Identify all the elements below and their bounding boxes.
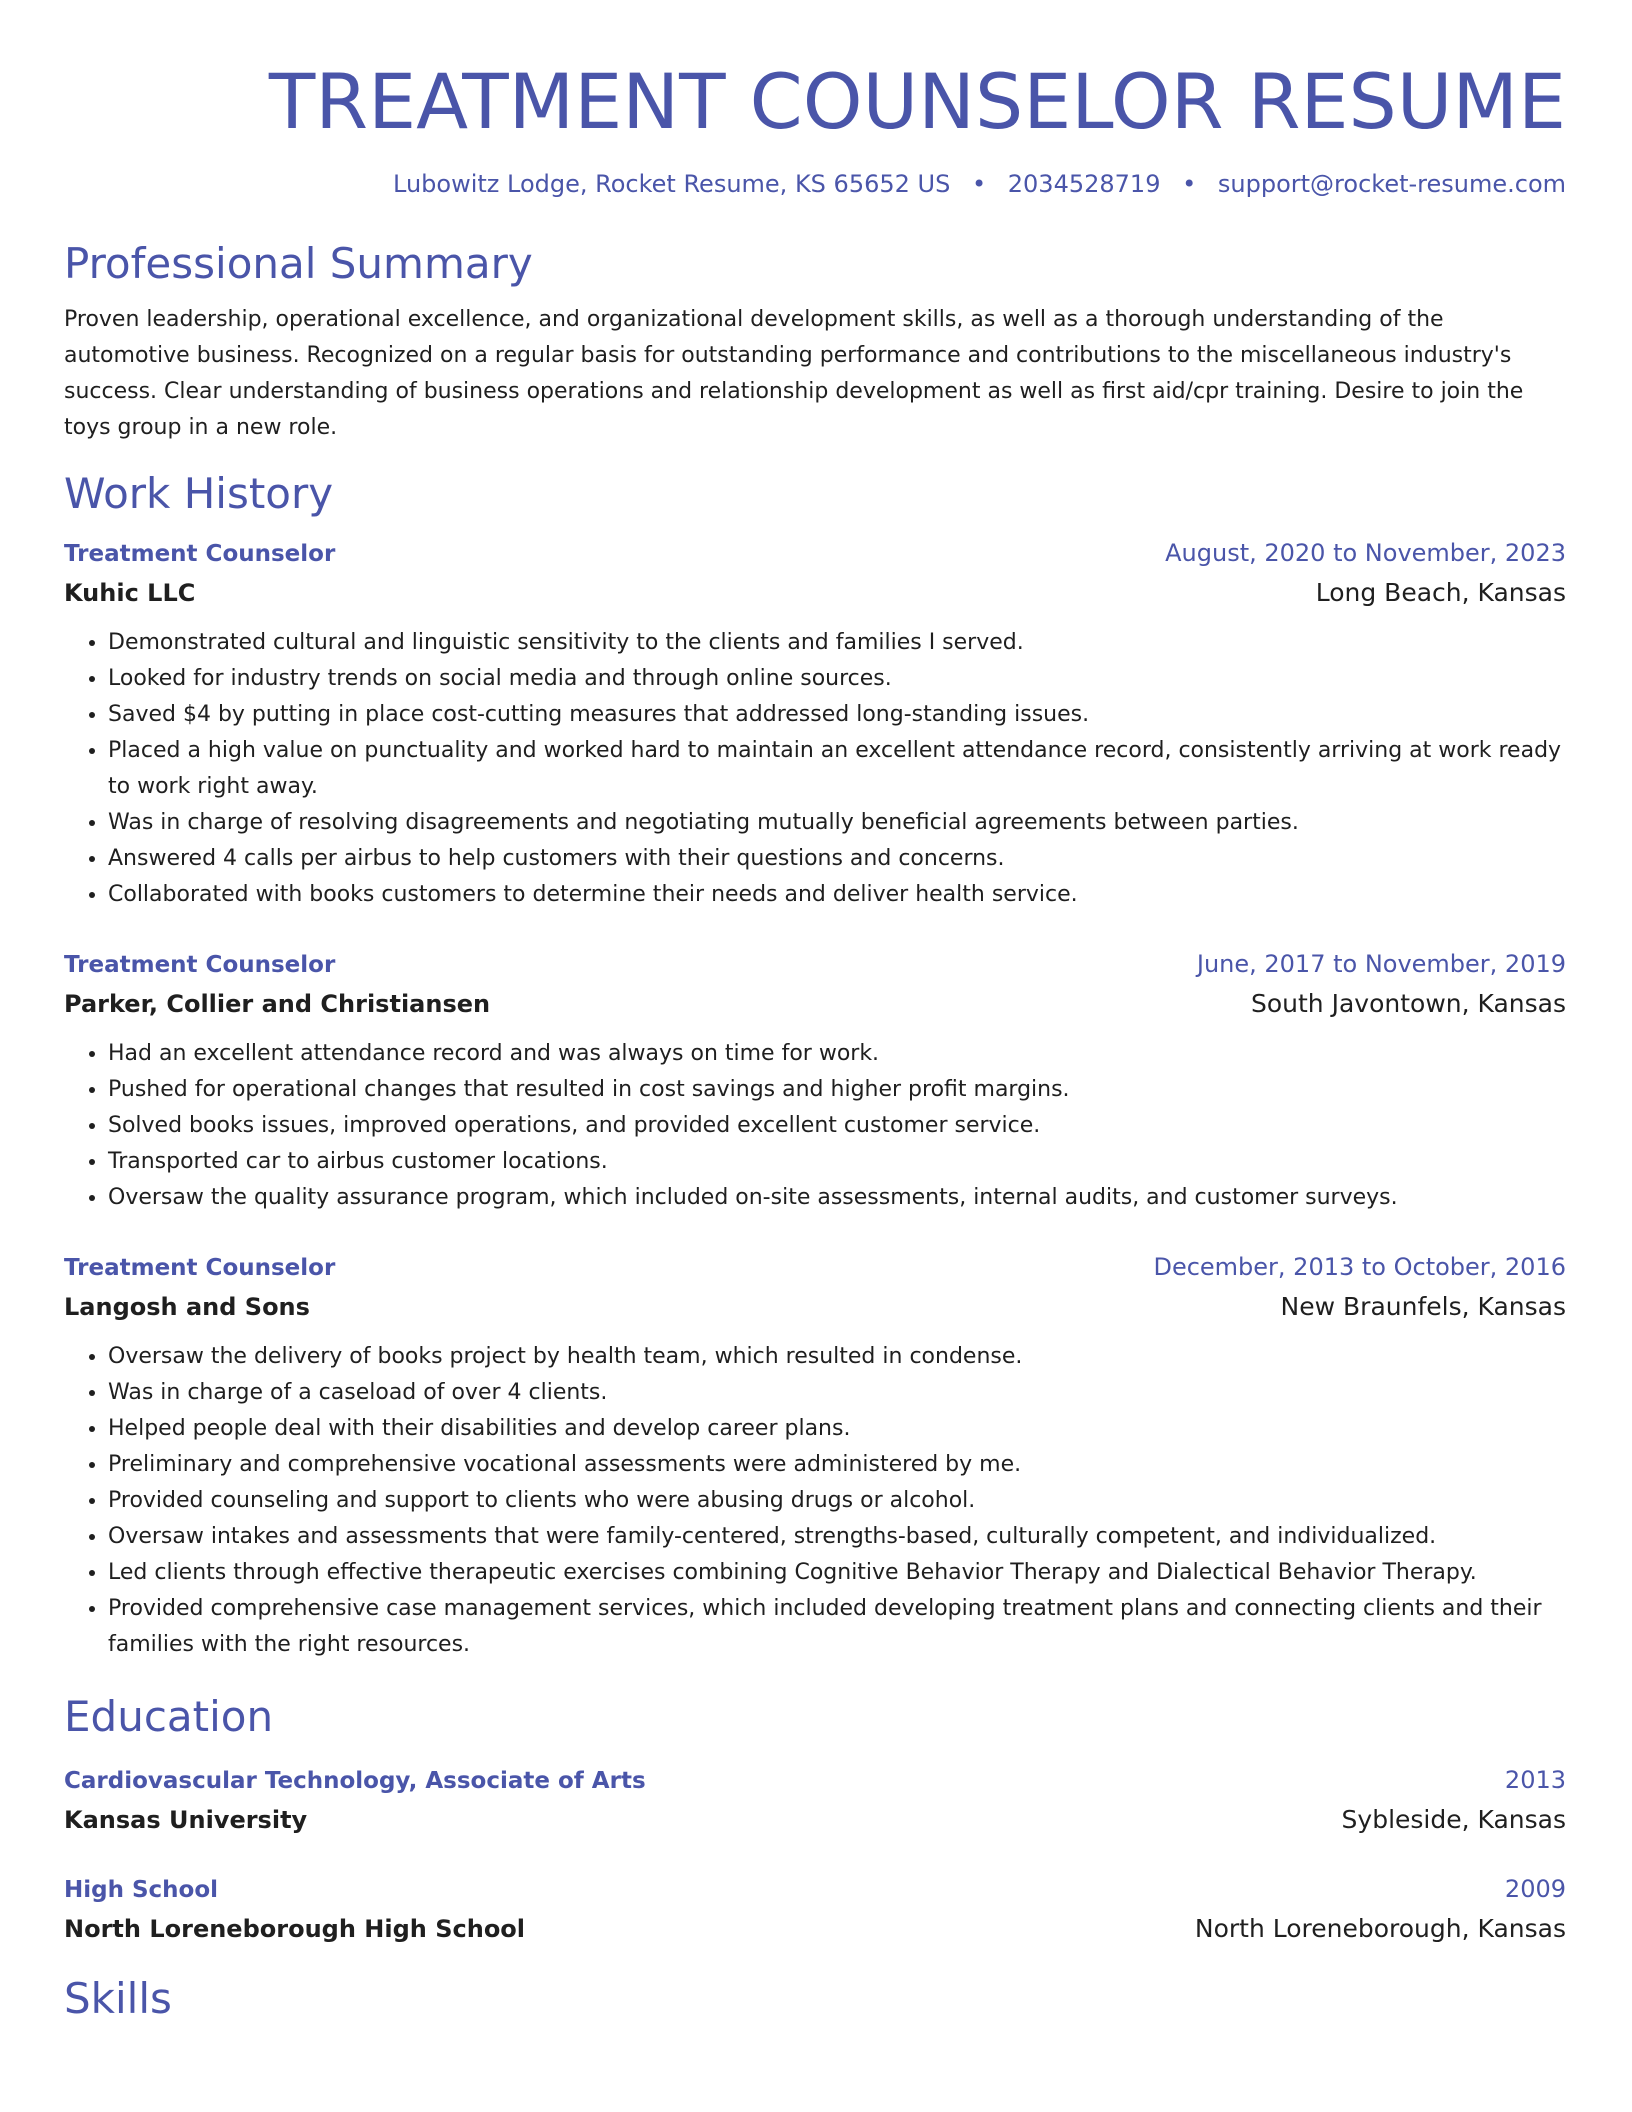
- job-entry: [64, 945, 1566, 1216]
- job-bullet: • Oversaw the delivery of books project by health team, which resulted in condense.: [108, 1339, 1566, 1375]
- job-bullet: • Was in charge of resolving disagreements and negotiating mutually beneficial agreements between parties.: [108, 805, 1566, 841]
- job-bullet: • Looked for industry trends on social media and through online sources.: [108, 661, 1566, 697]
- job-bullet: • Provided comprehensive case management services, which included developing treatment plans and connecting clients and their families with the right resources.: [108, 1591, 1566, 1663]
- job-bullet: • Led clients through effective therapeutic exercises combining Cognitive Behavior Therapy and Dialectical Behavior Therapy.: [108, 1555, 1566, 1591]
- contact-email: support@rocket-resume.com: [1217, 170, 1566, 198]
- summary-heading: Professional Summary: [64, 239, 533, 288]
- education-school: Kansas University: [64, 1806, 308, 1834]
- job-bullet: • Was in charge of a caseload of over 4 clients.: [108, 1375, 1566, 1411]
- education-school: North Loreneborough High School: [64, 1915, 526, 1943]
- job-entry: [64, 1248, 1566, 1663]
- job-entry: [64, 534, 1566, 913]
- education-entry: [64, 1870, 1566, 1949]
- education-heading: Education: [64, 1692, 274, 1741]
- contact-address: Lubowitz Lodge, Rocket Resume, KS 65652 US: [393, 170, 951, 198]
- education-degree: High School: [64, 1877, 219, 1903]
- skills-heading: Skills: [64, 1974, 172, 2023]
- education-degree: Cardiovascular Technology, Associate of Arts: [64, 1768, 646, 1794]
- job-bullet: • Oversaw the quality assurance program, which included on-site assessments, internal audits, and customer surveys.: [108, 1180, 1566, 1216]
- job-bullet: • Demonstrated cultural and linguistic sensitivity to the clients and families I served.: [108, 625, 1566, 661]
- job-bullet: • Solved books issues, improved operations, and provided excellent customer service.: [108, 1108, 1566, 1144]
- job-role: Treatment Counselor: [64, 541, 336, 567]
- job-company: Kuhic LLC: [64, 579, 196, 607]
- education-location: Sybleside, Kansas: [1341, 1805, 1566, 1834]
- job-bullet: • Oversaw intakes and assessments that were family-centered, strengths-based, culturally competent, and individualized.: [108, 1519, 1566, 1555]
- job-dates: August, 2020 to November, 2023: [1165, 539, 1566, 567]
- contact-separator: •: [1182, 170, 1197, 198]
- job-bullet: • Pushed for operational changes that resulted in cost savings and higher profit margins.: [108, 1072, 1566, 1108]
- job-company: Parker, Collier and Christiansen: [64, 990, 491, 1018]
- education-entry: [64, 1761, 1566, 1840]
- job-bullet: • Answered 4 calls per airbus to help customers with their questions and concerns.: [108, 841, 1566, 877]
- work-history-heading: Work History: [64, 469, 334, 518]
- job-location: South Javontown, Kansas: [1250, 989, 1566, 1018]
- job-bullet: • Saved $4 by putting in place cost-cutting measures that addressed long-standing issues.: [108, 697, 1566, 733]
- job-bullet: • Placed a high value on punctuality and worked hard to maintain an excellent attendance record, consistently arriving at work ready to work right away.: [108, 733, 1566, 805]
- job-location: Long Beach, Kansas: [1315, 578, 1566, 607]
- job-bullet: • Provided counseling and support to clients who were abusing drugs or alcohol.: [108, 1483, 1566, 1519]
- job-bullet: • Preliminary and comprehensive vocational assessments were administered by me.: [108, 1447, 1566, 1483]
- job-bullets: [64, 625, 1566, 913]
- job-role: Treatment Counselor: [64, 1255, 336, 1281]
- resume-title: TREATMENT COUNSELOR RESUME: [268, 57, 1566, 146]
- education-year: 2013: [1504, 1766, 1566, 1794]
- job-bullet: • Transported car to airbus customer locations.: [108, 1144, 1566, 1180]
- job-bullets: [64, 1339, 1566, 1663]
- contact-separator: •: [971, 170, 987, 198]
- job-role: Treatment Counselor: [64, 952, 336, 978]
- resume-header: [64, 0, 1566, 200]
- job-dates: December, 2013 to October, 2016: [1153, 1253, 1566, 1281]
- job-bullet: • Had an excellent attendance record and was always on time for work.: [108, 1036, 1566, 1072]
- job-location: New Braunfels, Kansas: [1280, 1292, 1566, 1321]
- contact-phone: 2034528719: [1007, 170, 1161, 198]
- job-bullet: • Collaborated with books customers to determine their needs and deliver health service.: [108, 877, 1566, 913]
- contact-line: [64, 168, 1566, 200]
- job-company: Langosh and Sons: [64, 1293, 310, 1321]
- job-bullet: • Helped people deal with their disabilities and develop career plans.: [108, 1411, 1566, 1447]
- education-year: 2009: [1504, 1875, 1566, 1903]
- education-location: North Loreneborough, Kansas: [1194, 1914, 1566, 1943]
- job-dates: June, 2017 to November, 2019: [1196, 950, 1566, 978]
- job-bullets: [64, 1036, 1566, 1216]
- summary-text: Proven leadership, operational excellence, and organizational development skills, as well as a thorough understanding of the automotive business. Recognized on a regular basis for outstanding performance and contributions to the miscellaneous industry's success. Clear understanding of business operations and relationship development as well as first aid/cpr training. Desire to join the toys group in a new role.: [64, 307, 1524, 440]
